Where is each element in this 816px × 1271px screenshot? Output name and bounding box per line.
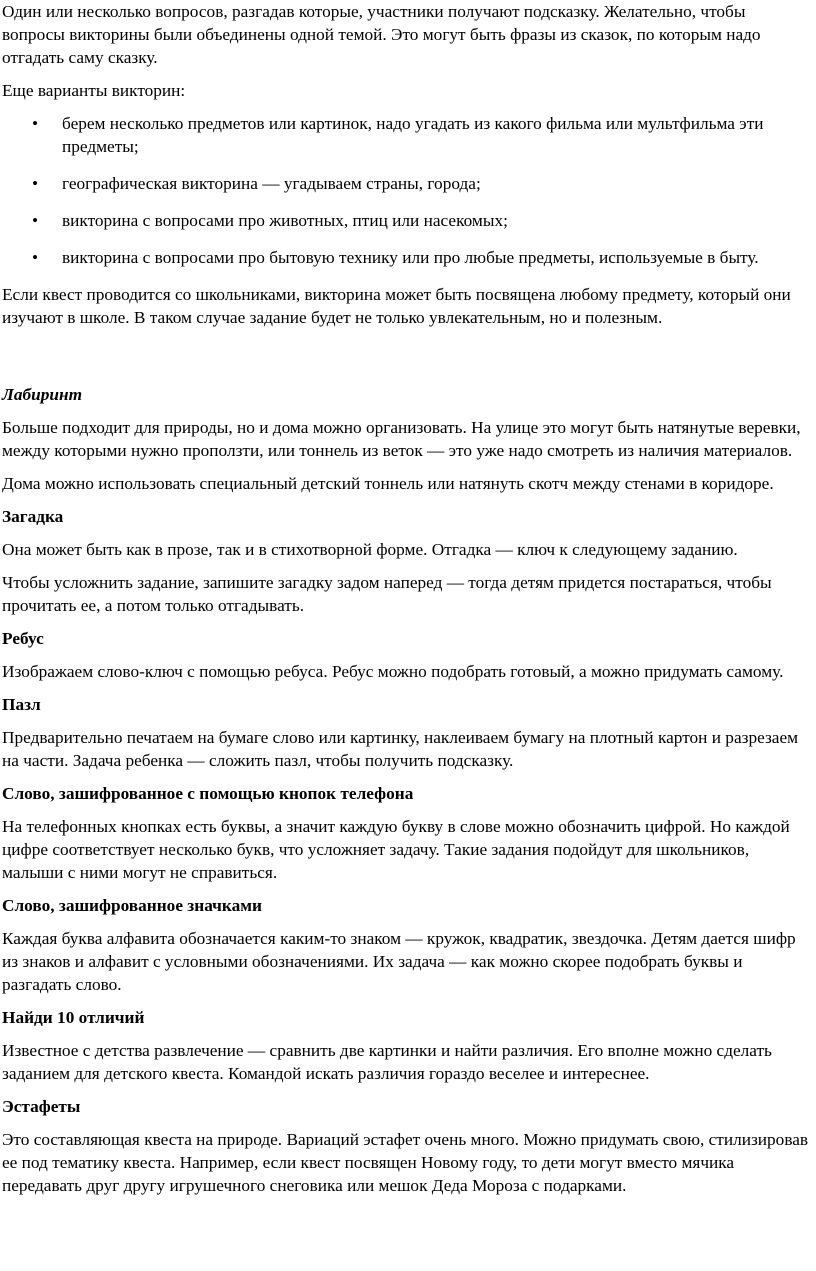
section-title: Загадка: [2, 507, 64, 526]
section-title: Слово, зашифрованное с помощью кнопок телефона: [2, 784, 414, 803]
intro-paragraph: Если квест проводится со школьниками, викторина может быть посвящена любому предмету, который они изучают в школе. В таком случае задание будет не только увлекательным, но и полезным.: [2, 285, 791, 327]
section-paragraph: Она может быть как в прозе, так и в стихотворной форме. Отгадка — ключ к следующему заданию.: [2, 540, 738, 559]
section-paragraph: Известное с детства развлечение — сравнить две картинки и найти различия. Его вполне можно сделать заданием для детского квеста. Командой искать различия гораздо веселее и интереснее.: [2, 1041, 772, 1083]
intro-paragraph: Один или несколько вопросов, разгадав которые, участники получают подсказку. Желательно, чтобы вопросы викторины были объединены одной темой. Это могут быть фразы из сказок, по которым надо отгадать саму сказку.: [2, 2, 761, 67]
bullet-icon: •: [32, 114, 39, 133]
list-item: • викторина с вопросами про животных, птиц или насекомых;: [32, 211, 508, 230]
section-paragraph: Дома можно использовать специальный детский тоннель или натянуть скотч между стенами в коридоре.: [2, 474, 774, 493]
bullet-icon: •: [32, 174, 39, 193]
section-title: Пазл: [2, 695, 41, 714]
section-paragraph: На телефонных кнопках есть буквы, а значит каждую букву в слове можно обозначить цифрой. Но каждой цифре соответствует несколько букв, что усложняет задачу. Такие задания подойдут для школьников, малыши с ними могут не справиться.: [2, 817, 790, 882]
spacer: [2, 339, 812, 383]
bullet-icon: •: [32, 211, 39, 230]
section-title: Найди 10 отличий: [2, 1008, 145, 1027]
section-title: Лабиринт: [2, 385, 83, 404]
section-paragraph: Чтобы усложнить задание, запишите загадку задом наперед — тогда детям придется постараться, чтобы прочитать ее, а потом только отгадывать.: [2, 573, 772, 615]
list-item: • берем несколько предметов или картинок, надо угадать из какого фильма или мультфильма эти предметы;: [32, 114, 764, 156]
section-paragraph: Больше подходит для природы, но и дома можно организовать. На улице это могут быть натянутые веревки, между которыми нужно проползти, или тоннель из веток — это уже надо смотреть из наличия материалов.: [2, 418, 801, 460]
quiz-variants-list: [2, 112, 812, 269]
section-paragraph: Это составляющая квеста на природе. Вариаций эстафет очень много. Можно придумать свою, стилизировав ее под тематику квеста. Например, если квест посвящен Новому году, то дети могут вместо мячика передавать друг другу игрушечного снеговика или мешок Деда Мороза с подарками.: [2, 1130, 809, 1195]
intro-paragraph: Еще варианты викторин:: [2, 81, 186, 100]
list-item: • викторина с вопросами про бытовую технику или про любые предметы, используемые в быту.: [32, 248, 759, 267]
section-paragraph: Каждая буква алфавита обозначается каким-то знаком — кружок, квадратик, звездочка. Детям дается шифр из знаков и алфавит с условными обозначениями. Их задача — как можно скорее подобрать буквы и разгадать слово.: [2, 929, 796, 994]
section-title: Слово, зашифрованное значками: [2, 896, 262, 915]
bullet-icon: •: [32, 248, 39, 267]
section-paragraph: Изображаем слово-ключ с помощью ребуса. Ребус можно подобрать готовый, а можно придумать самому.: [2, 662, 784, 681]
section-title: Ребус: [2, 629, 44, 648]
section-title: Эстафеты: [2, 1097, 81, 1116]
section-paragraph: Предварительно печатаем на бумаге слово или картинку, наклеиваем бумагу на плотный картон и разрезаем на части. Задача ребенка — сложить пазл, чтобы получить подсказку.: [2, 728, 799, 770]
list-item: • географическая викторина — угадываем страны, города;: [32, 174, 481, 193]
